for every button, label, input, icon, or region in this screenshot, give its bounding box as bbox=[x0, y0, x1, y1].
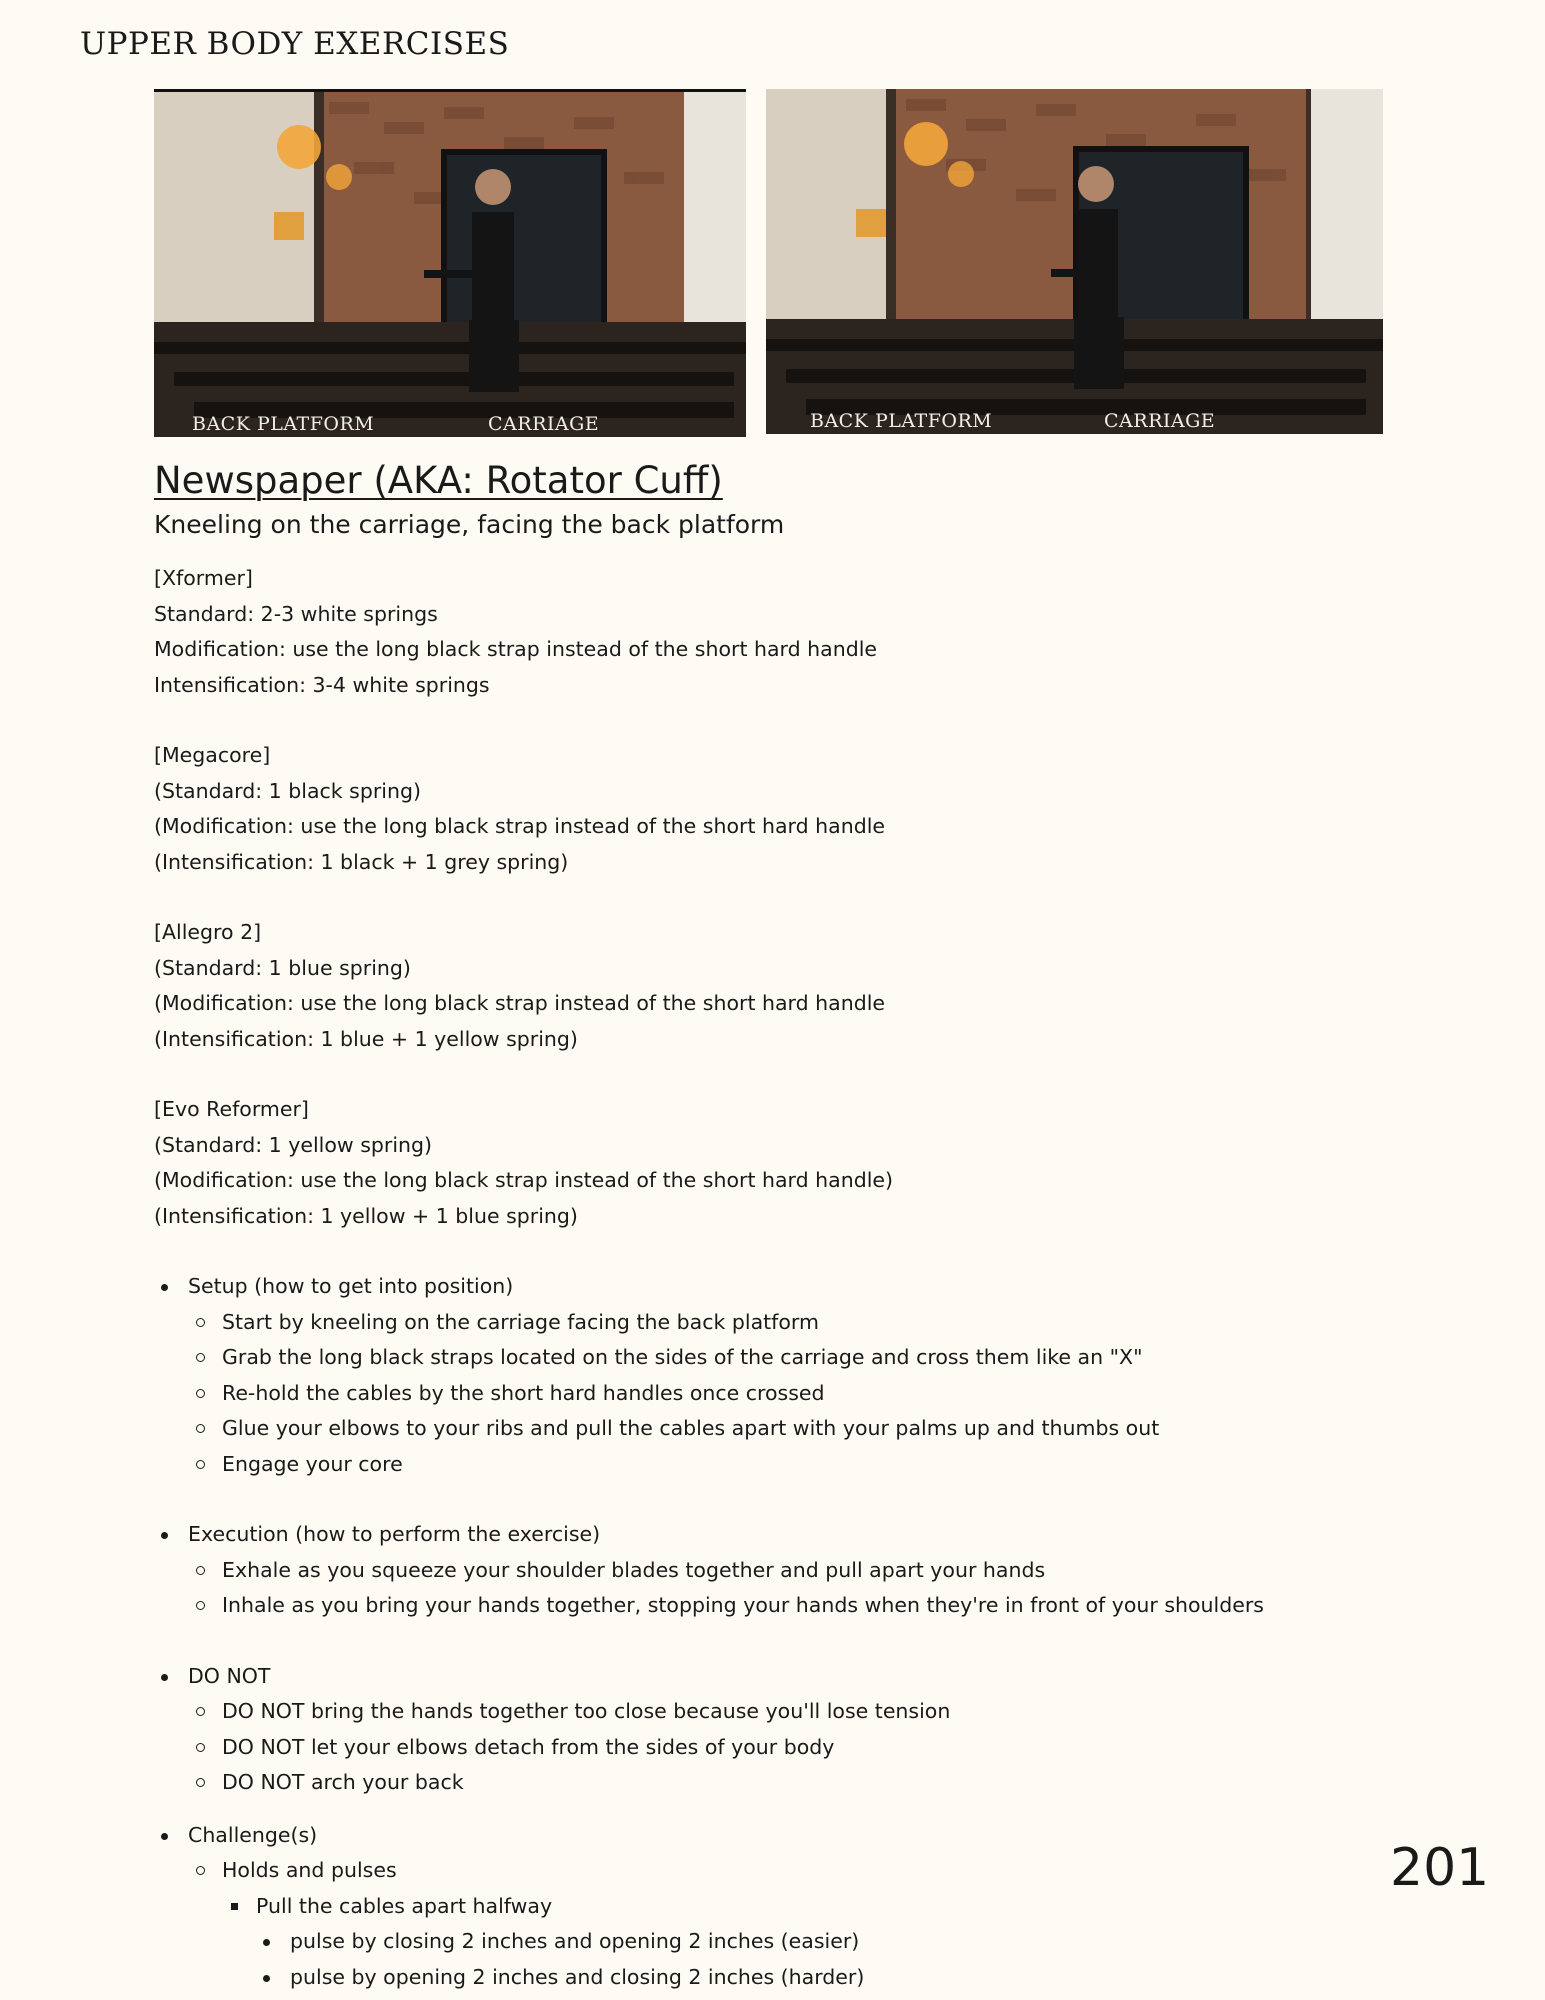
list-item: Grab the long black straps located on the sides of the carriage and cross them like an "X" bbox=[188, 1340, 1384, 1376]
list-item: pulse by opening 2 inches and closing 2 inches (harder) bbox=[256, 1960, 1384, 1996]
machine-name: [Evo Reformer] bbox=[154, 1097, 309, 1121]
setup-list bbox=[154, 1269, 1384, 1482]
standard-spec: (Standard: 1 yellow spring) bbox=[154, 1132, 433, 1157]
machine-name: [Allegro 2] bbox=[154, 920, 262, 944]
execution-list bbox=[154, 1517, 1384, 1624]
do-not-heading bbox=[154, 1659, 1384, 1801]
list-item: DO NOT arch your back bbox=[188, 1765, 1384, 1801]
challenge-steps bbox=[222, 1889, 1384, 1996]
execution-heading bbox=[154, 1517, 1384, 1624]
list-item: Inhale as you bring your hands together, stopping your hands when they're in front of your shoulders bbox=[188, 1588, 1384, 1624]
list-item: pulse by closing 2 inches and opening 2 inches (easier) bbox=[256, 1924, 1384, 1960]
machine-spec-allegro-2 bbox=[154, 915, 1384, 1057]
machine-spec-xformer bbox=[154, 561, 1384, 703]
photo-label-back-platform: BACK PLATFORM bbox=[192, 413, 375, 435]
kneeling-start-photo bbox=[154, 89, 746, 437]
modification-spec: (Modification: use the long black strap instead of the short hard handle bbox=[154, 814, 886, 838]
machine-spec-evo-reformer bbox=[154, 1092, 1384, 1234]
modification-spec: (Modification: use the long black strap instead of the short hard handle bbox=[154, 991, 886, 1015]
exercise-content bbox=[154, 455, 1384, 1995]
page-number: 201 bbox=[1390, 1838, 1490, 1898]
setup-heading bbox=[154, 1269, 1384, 1482]
machine-name: [Megacore] bbox=[154, 743, 271, 767]
do-not-heading-text: DO NOT bbox=[188, 1663, 271, 1688]
exercise-title: Newspaper (AKA: Rotator Cuff) bbox=[154, 459, 723, 502]
standard-spec: Standard: 2-3 white springs bbox=[154, 601, 438, 626]
machine-spec-megacore bbox=[154, 738, 1384, 880]
list-item: DO NOT let your elbows detach from the sides of your body bbox=[188, 1730, 1384, 1766]
list-item: Glue your elbows to your ribs and pull the cables apart with your palms up and thumbs out bbox=[188, 1411, 1384, 1447]
modification-spec: (Modification: use the long black strap instead of the short hard handle) bbox=[154, 1168, 894, 1192]
intensification-spec: (Intensification: 1 yellow + 1 blue spring) bbox=[154, 1203, 578, 1228]
standard-spec: (Standard: 1 black spring) bbox=[154, 778, 421, 803]
do-not-list bbox=[154, 1659, 1384, 1801]
modification-spec: Modification: use the long black strap instead of the short hard handle bbox=[154, 637, 878, 661]
studio-scene-illustration bbox=[154, 92, 746, 437]
list-item: Engage your core bbox=[188, 1447, 1384, 1483]
machine-name: [Xformer] bbox=[154, 566, 253, 590]
challenge-sub-heading: Holds and pulses bbox=[222, 1858, 397, 1882]
exercise-subtitle: Kneeling on the carriage, facing the back platform bbox=[154, 510, 785, 539]
studio-scene-illustration bbox=[766, 89, 1383, 434]
photo-label-carriage: CARRIAGE bbox=[488, 413, 600, 435]
execution-steps bbox=[188, 1553, 1384, 1624]
intensification-spec: (Intensification: 1 blue + 1 yellow spring) bbox=[154, 1026, 578, 1051]
challenges-list bbox=[154, 1818, 1384, 1996]
list-item bbox=[188, 1853, 1384, 1995]
kneeling-pull-photo bbox=[766, 89, 1383, 434]
list-item: Start by kneeling on the carriage facing the back platform bbox=[188, 1305, 1384, 1341]
list-item bbox=[222, 1889, 1384, 1996]
section-title: UPPER BODY EXERCISES bbox=[80, 26, 510, 62]
standard-spec: (Standard: 1 blue spring) bbox=[154, 955, 411, 980]
photo-label-carriage: CARRIAGE bbox=[1104, 410, 1216, 432]
challenges-heading-text: Challenge(s) bbox=[188, 1822, 318, 1847]
list-item: DO NOT bring the hands together too close because you'll lose tension bbox=[188, 1694, 1384, 1730]
challenge-step: Pull the cables apart halfway bbox=[256, 1893, 553, 1918]
setup-steps bbox=[188, 1305, 1384, 1483]
do-not-items bbox=[188, 1694, 1384, 1801]
pulse-options bbox=[256, 1924, 1384, 1995]
intensification-spec: (Intensification: 1 black + 1 grey spring) bbox=[154, 849, 569, 874]
list-item: Re-hold the cables by the short hard handles once crossed bbox=[188, 1376, 1384, 1412]
execution-heading-text: Execution (how to perform the exercise) bbox=[188, 1522, 601, 1546]
photo-label-back-platform: BACK PLATFORM bbox=[810, 410, 993, 432]
intensification-spec: Intensification: 3-4 white springs bbox=[154, 672, 490, 697]
challenges-heading bbox=[154, 1818, 1384, 1996]
challenge-items bbox=[188, 1853, 1384, 1995]
setup-heading-text: Setup (how to get into position) bbox=[188, 1274, 514, 1298]
list-item: Exhale as you squeeze your shoulder blades together and pull apart your hands bbox=[188, 1553, 1384, 1589]
